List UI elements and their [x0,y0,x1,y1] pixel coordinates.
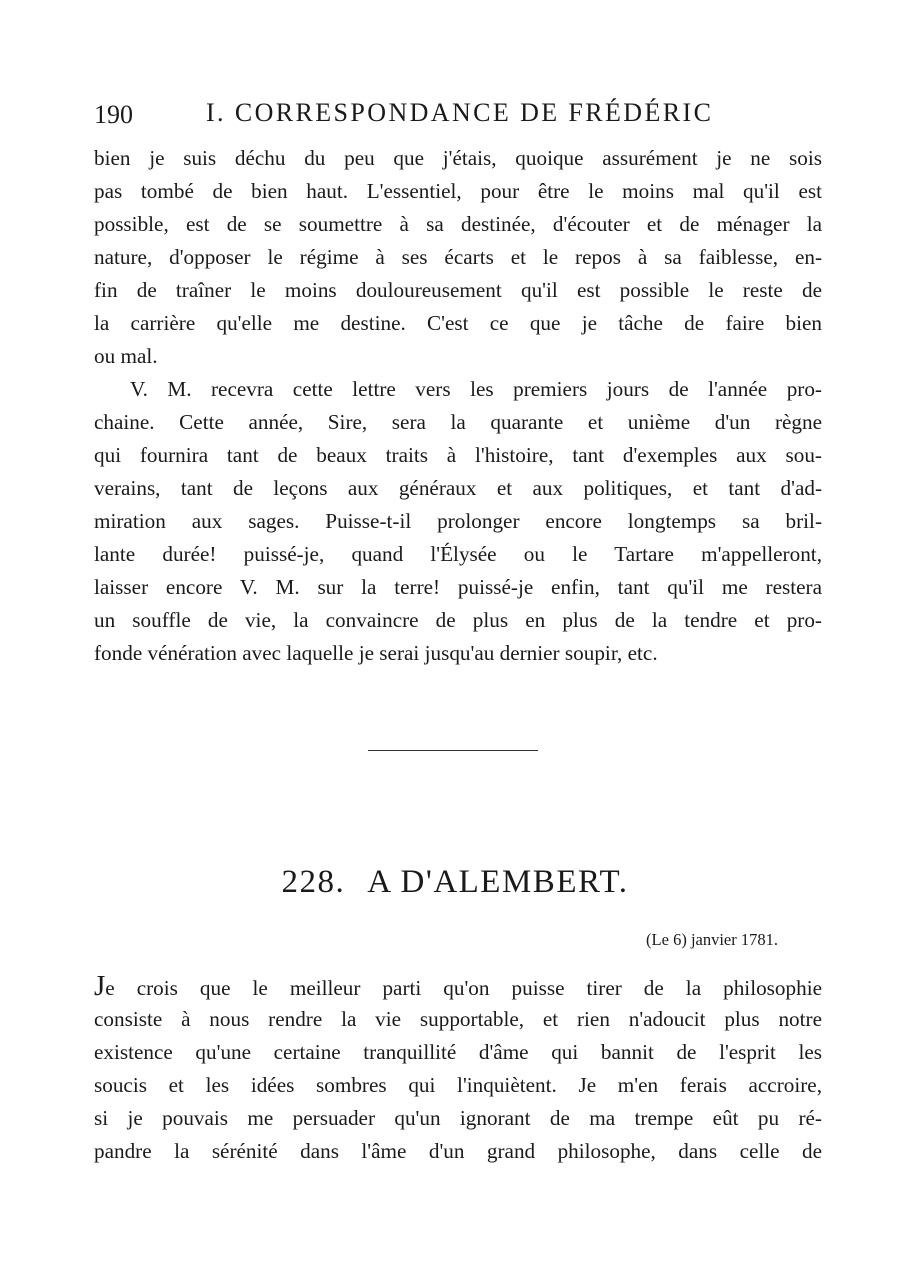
text-line: laisser encore V. M. sur la terre! puissé-je enfin, tant qu'il me restera [94,575,822,599]
text-line: bien je suis déchu du peu que j'étais, quoique assurément je ne sois [94,146,822,170]
text-line: possible, est de se soumettre à sa destinée, d'écouter et de ménager la [94,212,822,236]
text-line [94,970,822,1003]
text-line: pandre la sérénité dans l'âme d'un grand philosophe, dans celle de [94,1139,822,1163]
text-line: la carrière qu'elle me destine. C'est ce que je tâche de faire bien [94,311,822,335]
text-line: qui fournira tant de beaux traits à l'histoire, tant d'exemples aux sou- [94,443,822,467]
text-line: lante durée! puissé-je, quand l'Élysée ou le Tartare m'appelleront, [94,542,822,566]
text-line: nature, d'opposer le régime à ses écarts et le repos à sa faiblesse, en- [94,245,822,269]
text-line: soucis et les idées sombres qui l'inquiètent. Je m'en ferais accroire, [94,1073,822,1097]
letter-body [94,970,822,1168]
letter-heading [0,864,900,901]
text-line: pas tombé de bien haut. L'essentiel, pour être le moins mal qu'il est [94,179,822,203]
text-line: miration aux sages. Puisse-t-il prolonger encore longtemps sa bril- [94,509,822,533]
dropcap: J [94,970,106,1002]
text-line: ou mal. [94,344,158,368]
running-head [94,96,814,136]
text-line: existence qu'une certaine tranquillité d'âme qui bannit de l'esprit les [94,1040,822,1064]
letter-number: 228. [281,864,346,900]
letter-recipient: A D'ALEMBERT. [367,864,629,900]
text-line: fin de traîner le moins douloureusement qu'il est possible le reste de [94,278,822,302]
page-number: 190 [94,100,133,129]
text-line: chaine. Cette année, Sire, sera la quarante et unième d'un règne [94,410,822,434]
text-line-rest: e crois que le meilleur parti qu'on puisse tirer de la philosophie [105,976,822,1000]
text-line: fonde vénération avec laquelle je serai jusqu'au dernier soupir, etc. [94,641,658,665]
running-title: I. CORRESPONDANCE DE FRÉDÉRIC [206,98,714,127]
continued-letter-text [94,142,822,670]
text-line: verains, tant de leçons aux généraux et aux politiques, et tant d'ad- [94,476,822,500]
text-line: un souffle de vie, la convaincre de plus en plus de la tendre et pro- [94,608,822,632]
letter-date: (Le 6) janvier 1781. [646,930,778,949]
text-line: consiste à nous rendre la vie supportable, et rien n'adoucit plus notre [94,1007,822,1031]
section-divider [368,750,538,751]
text-line: si je pouvais me persuader qu'un ignorant de ma trempe eût pu ré- [94,1106,822,1130]
text-line: V. M. recevra cette lettre vers les premiers jours de l'année pro- [130,377,822,401]
